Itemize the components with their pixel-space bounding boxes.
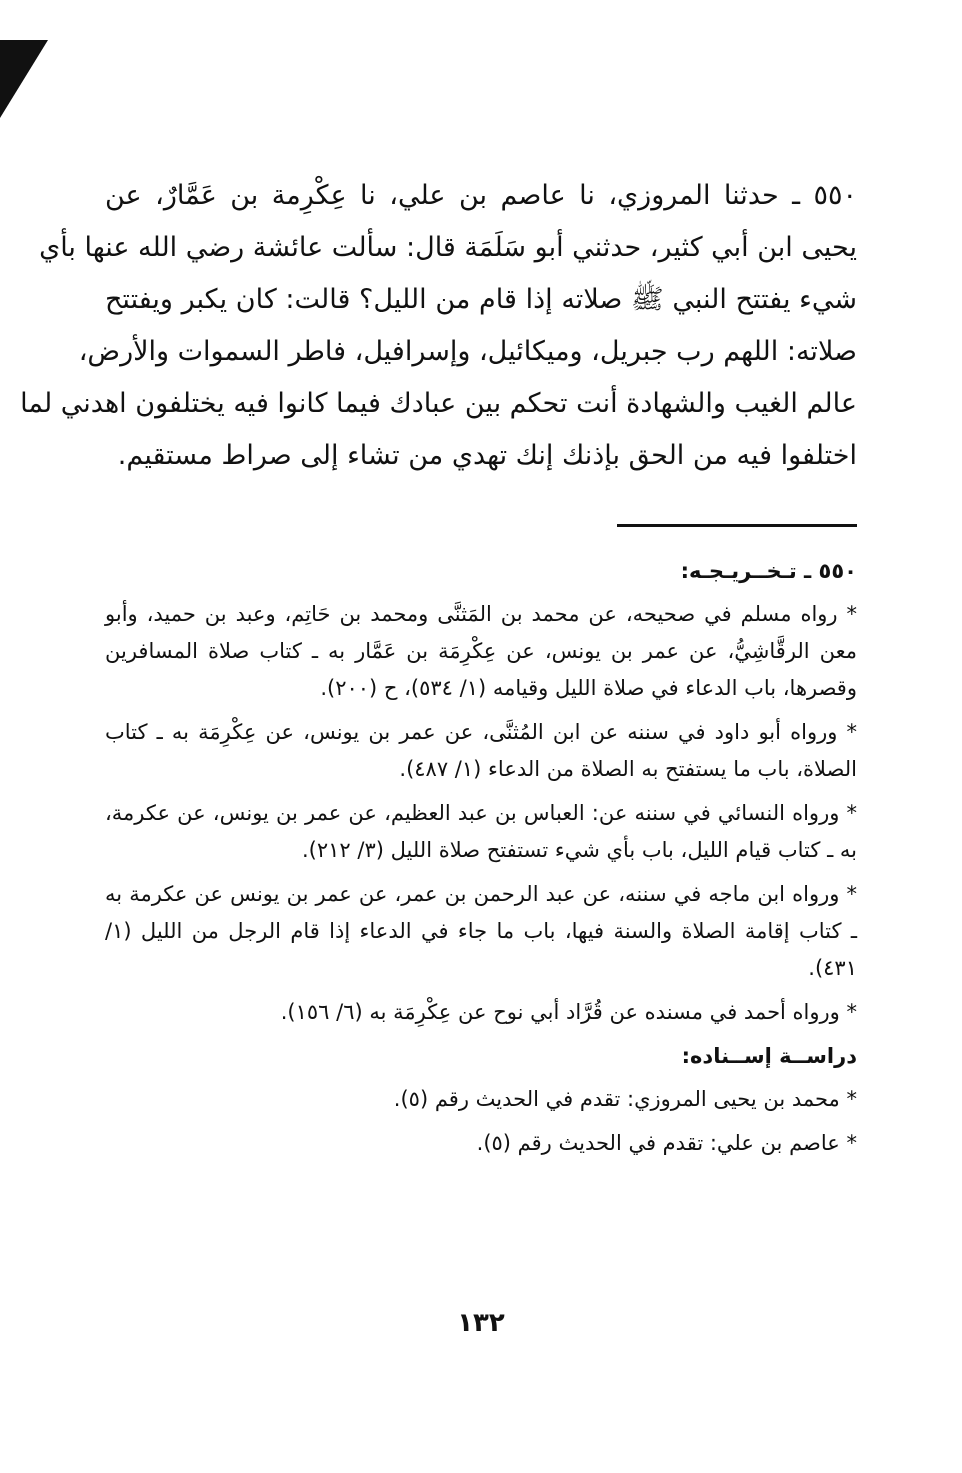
hadith-line: عالم الغيب والشهادة أنت تحكم بين عبادك فيما كانوا فيه يختلفون اهدني لما [20,388,857,419]
takhrij-item: * ورواه النسائي في سننه عن: العباس بن عبد العظيم، عن عمر بن يونس، عن عكرمة، به ـ كتاب قيام الليل، باب بأي شيء تستفتح صلاة الليل (٣/ ٢١٢). [105,801,857,862]
page-corner-mark [0,40,48,118]
takhrij-item: * ورواه أبو داود في سننه عن ابن المُثنَّى، عن عمر بن يونس، عن عِكْرِمَة به ـ كتاب الصلاة، باب ما يستفتح به الصلاة من الدعاء (١/ ٤٨٧). [105,720,857,781]
isnad-heading: دراســة إســناده: [681,1044,857,1068]
hadith-line: يحيى ابن أبي كثير، حدثني أبو سَلَمَة قال: سألت عائشة رضي الله عنها بأي [39,232,857,263]
takhrij-item: * ورواه ابن ماجه في سننه، عن عبد الرحمن بن عمر، عن عمر بن يونس عن عكرمة به ـ كتاب إقامة الصلاة والسنة فيها، باب ما جاء في الدعاء إذا قام الرجل من الليل (١/ ٤٣١). [105,882,857,980]
isnad-item: * محمد بن يحيى المروزي: تقدم في الحديث رقم (٥). [393,1087,857,1111]
takhrij-item: * ورواه أحمد في مسنده عن قُرَّاد أبي نوح عن عِكْرِمَة به (٦/ ١٥٦). [280,1000,857,1024]
hadith-line: شيء يفتتح النبي ﷺ صلاته إذا قام من الليل؟ قالت: كان يكبر ويفتتح [105,284,857,315]
page-body [20,170,857,1169]
hadith-line: صلاته: اللهم رب جبريل، وميكائيل، وإسرافيل، فاطر السموات والأرض، [78,336,857,367]
hadith-line: اختلفوا فيه من الحق بإذنك إنك تهدي من تشاء إلى صراط مستقيم. [117,440,857,471]
page-number: ١٣٢ [457,1308,505,1338]
footnote-separator [617,524,857,527]
takhrij-heading: ٥٥٠ ـ تـخــريـجـه: [680,559,857,583]
isnad-item: * عاصم بن علي: تقدم في الحديث رقم (٥). [476,1131,857,1155]
hadith-text [20,170,857,482]
takhrij-item: * رواه مسلم في صحيحه، عن محمد بن المَثنَّى ومحمد بن حَاتِم، وعبد بن حميد، وأبو معن الرقَّاشِيُّ، عن عمر بن يونس، عن عِكْرِمَة بن عَمَّار به ـ كتاب صلاة المسافرين وقصرها، باب الدعاء في صلاة الليل وقيامه (١/ ٥٣٤)، ح (٢٠٠). [105,602,857,700]
footnotes [105,553,857,1162]
hadith-line: ٥٥٠ ـ حدثنا المروزي، نا عاصم بن علي، نا عِكْرِمة بن عَمَّارٌ، عن [105,180,857,211]
